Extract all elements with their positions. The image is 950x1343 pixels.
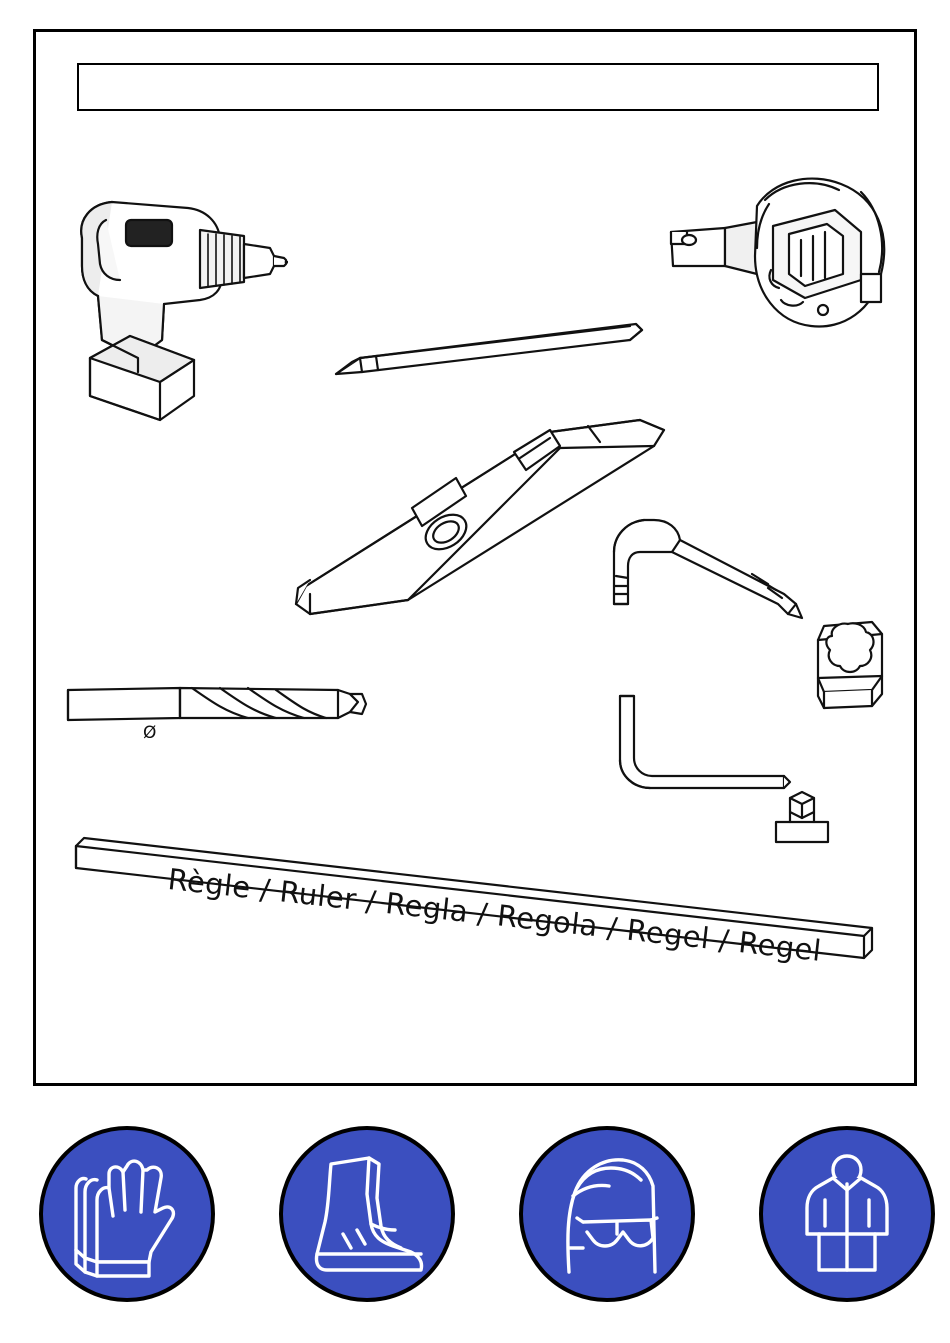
ppe-pictogram-row — [33, 1118, 917, 1318]
eye-protection-pictogram — [519, 1126, 695, 1302]
torx-bit-icon — [810, 612, 890, 722]
ruler-label: Règle / Ruler / Regla / Regola / Regel / Regel — [166, 862, 824, 968]
protective-gloves-pictogram — [39, 1126, 215, 1302]
safety-footwear-pictogram — [279, 1126, 455, 1302]
tape-measure-icon — [665, 170, 895, 370]
drill-icon — [68, 190, 288, 460]
allen-key-icon — [608, 688, 798, 798]
pencil-icon — [330, 318, 650, 386]
drill-bit-icon — [62, 678, 372, 734]
torx-screwdriver-icon — [600, 508, 830, 628]
ruler-icon — [70, 832, 880, 972]
title-box — [77, 63, 879, 111]
protective-clothing-pictogram — [759, 1126, 935, 1302]
diameter-label: Ø — [143, 723, 157, 743]
